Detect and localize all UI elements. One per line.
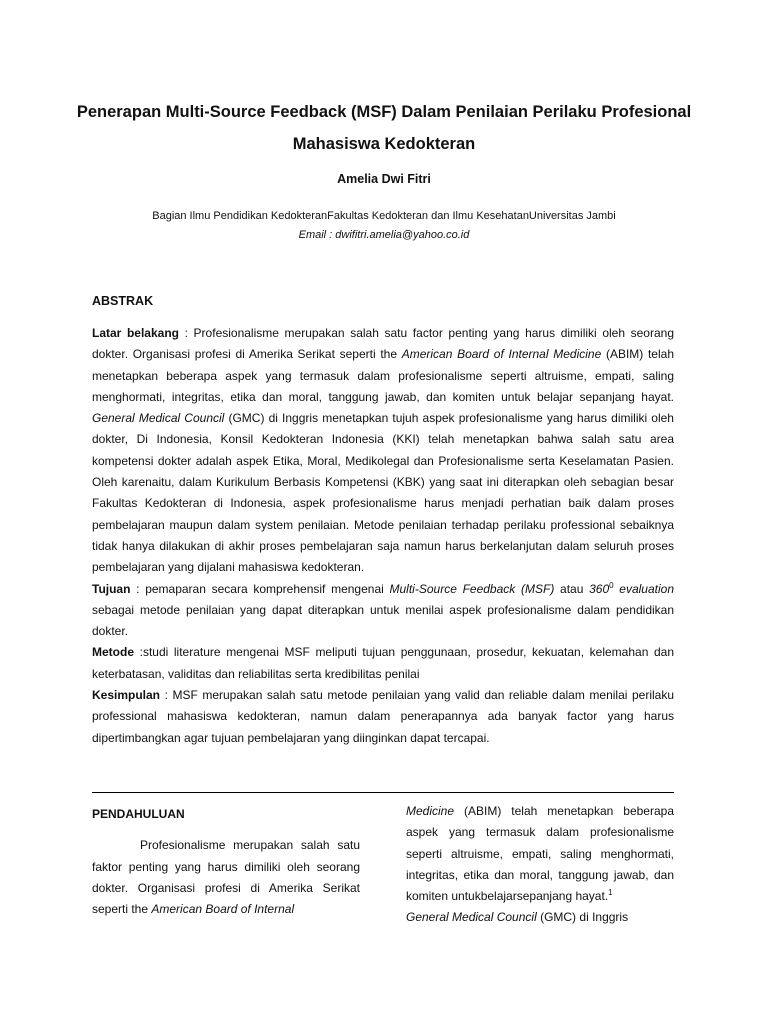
abstract-background-paragraph bbox=[92, 323, 674, 579]
objective-label: Tujuan bbox=[92, 581, 131, 596]
intro-right-column bbox=[406, 801, 674, 929]
objective-degree-superscript: 0 bbox=[609, 580, 614, 590]
objective-text-1: : pemaparan secara komprehensif mengenai bbox=[130, 581, 390, 596]
abstract-heading: ABSTRAK bbox=[92, 294, 154, 308]
abstract-conclusion-paragraph bbox=[92, 685, 674, 749]
background-italic-2: General Medical Council bbox=[92, 411, 225, 426]
objective-text-3: sebagai metode penilaian yang dapat diterapkan untuk menilai aspek profesionalisme dalam pendidikan dokter. bbox=[92, 602, 674, 639]
objective-italic-2: 360 bbox=[589, 581, 610, 596]
intro-right-italic-1: Medicine bbox=[406, 804, 455, 818]
background-text-3: (GMC) di Inggris menetapkan tujuh aspek profesionalisme yang harus dimiliki oleh dokter, Di Indonesia, Konsil Kedokteran Indonesia (KKI) telah menetapkan bahwa salah satu area kompetensi dokter adalah aspek Etika, Moral, Medikolegal dan Profesionalisme serta Keselamatan Pasien. Oleh karenaitu, dalam Kurikulum Berbasis Kompetensi (KBK) yang saat ini diterapkan oleh sebagian besar Fakultas Kedokteran di Indonesia, aspek profesionalisme harus menjadi perhatian baik dalam proses pembelajaran maupun dalam system penilaian. Metode penilaian terhadap perilaku professional sebaiknya tidak hanya dilakukan di akhir proses pembelajaran saja namun harus berkelanjutan dalam seluruh proses pembelajaran yang dijalani mahasiswa kedokteran. bbox=[92, 411, 674, 575]
paper-title: Penerapan Multi-Source Feedback (MSF) Dalam Penilaian Perilaku Profesional Mahasiswa Kedokteran bbox=[76, 103, 692, 153]
intro-left-italic: American Board of Internal bbox=[151, 902, 295, 917]
affiliation-block bbox=[0, 207, 768, 245]
footnote-ref-1: 1 bbox=[608, 888, 613, 898]
intro-left-text: Profesionalisme merupakan salah satu faktor penting yang harus dimiliki oleh seorang dokter. Organisasi profesi di Amerika Serikat seperti the bbox=[92, 838, 360, 917]
intro-right-text-1: (ABIM) telah menetapkan beberapa aspek yang termasuk dalam profesionalisme seperti altruisme, empati, saling menghormati, integritas, etika dan moral, tanggung jawab, dan komiten untukbelajarsepanjang hayat. bbox=[406, 804, 674, 904]
intro-right-italic-2: General Medical Council bbox=[406, 910, 537, 925]
conclusion-text: : MSF merupakan salah satu metode penilaian yang valid dan reliable dalam menilai perilaku professional mahasiswa kedokteran, namun dalam penerapannya ada banyak factor yang harus dipertimbangkan agar tujuan pembelajaran yang diinginkan dapat tercapai. bbox=[92, 688, 674, 745]
background-label: Latar belakang bbox=[92, 326, 179, 340]
intro-paragraph-left bbox=[92, 835, 360, 920]
author-email: Email : dwifitri.amelia@yahoo.co.id bbox=[298, 229, 470, 241]
intro-left-column bbox=[92, 804, 360, 920]
abstract-objective-paragraph bbox=[92, 579, 674, 643]
affiliation: Bagian Ilmu Pendidikan KedokteranFakultas Kedokteran dan Ilmu KesehatanUniversitas Jambi bbox=[152, 210, 616, 222]
intro-heading: PENDAHULUAN bbox=[92, 807, 185, 821]
background-text-1: : Profesionalisme merupakan salah satu factor penting yang harus dimiliki oleh seorang dokter. Organisasi profesi di Amerika Serikat seperti the bbox=[92, 326, 674, 362]
method-label: Metode bbox=[92, 645, 134, 660]
objective-italic-1: Multi-Source Feedback (MSF) bbox=[389, 581, 555, 596]
abstract-body bbox=[92, 323, 674, 749]
method-text: :studi literature mengenai MSF meliputi tujuan penggunaan, prosedur, kekuatan, kelemahan dan keterbatasan, validitas dan reliabilitas serta kredibilitas penilai bbox=[92, 645, 674, 681]
author-name: Amelia Dwi Fitri bbox=[337, 172, 431, 186]
conclusion-label: Kesimpulan bbox=[92, 688, 161, 703]
background-italic-1: American Board of Internal Medicine bbox=[401, 347, 602, 362]
objective-italic-3: evaluation bbox=[613, 581, 674, 596]
background-text-2: (ABIM) telah menetapkan beberapa aspek yang termasuk dalam profesionalisme seperti altruisme, empati, saling menghormati, integritas, etika dan moral, tanggung jawab, dan komiten untuk belajar sepanjang hayat. bbox=[92, 347, 674, 404]
objective-text-2: atau bbox=[554, 581, 590, 596]
abstract-method-paragraph bbox=[92, 642, 674, 685]
intro-right-text-2: (GMC) di Inggris bbox=[536, 910, 629, 925]
section-divider bbox=[92, 792, 674, 793]
